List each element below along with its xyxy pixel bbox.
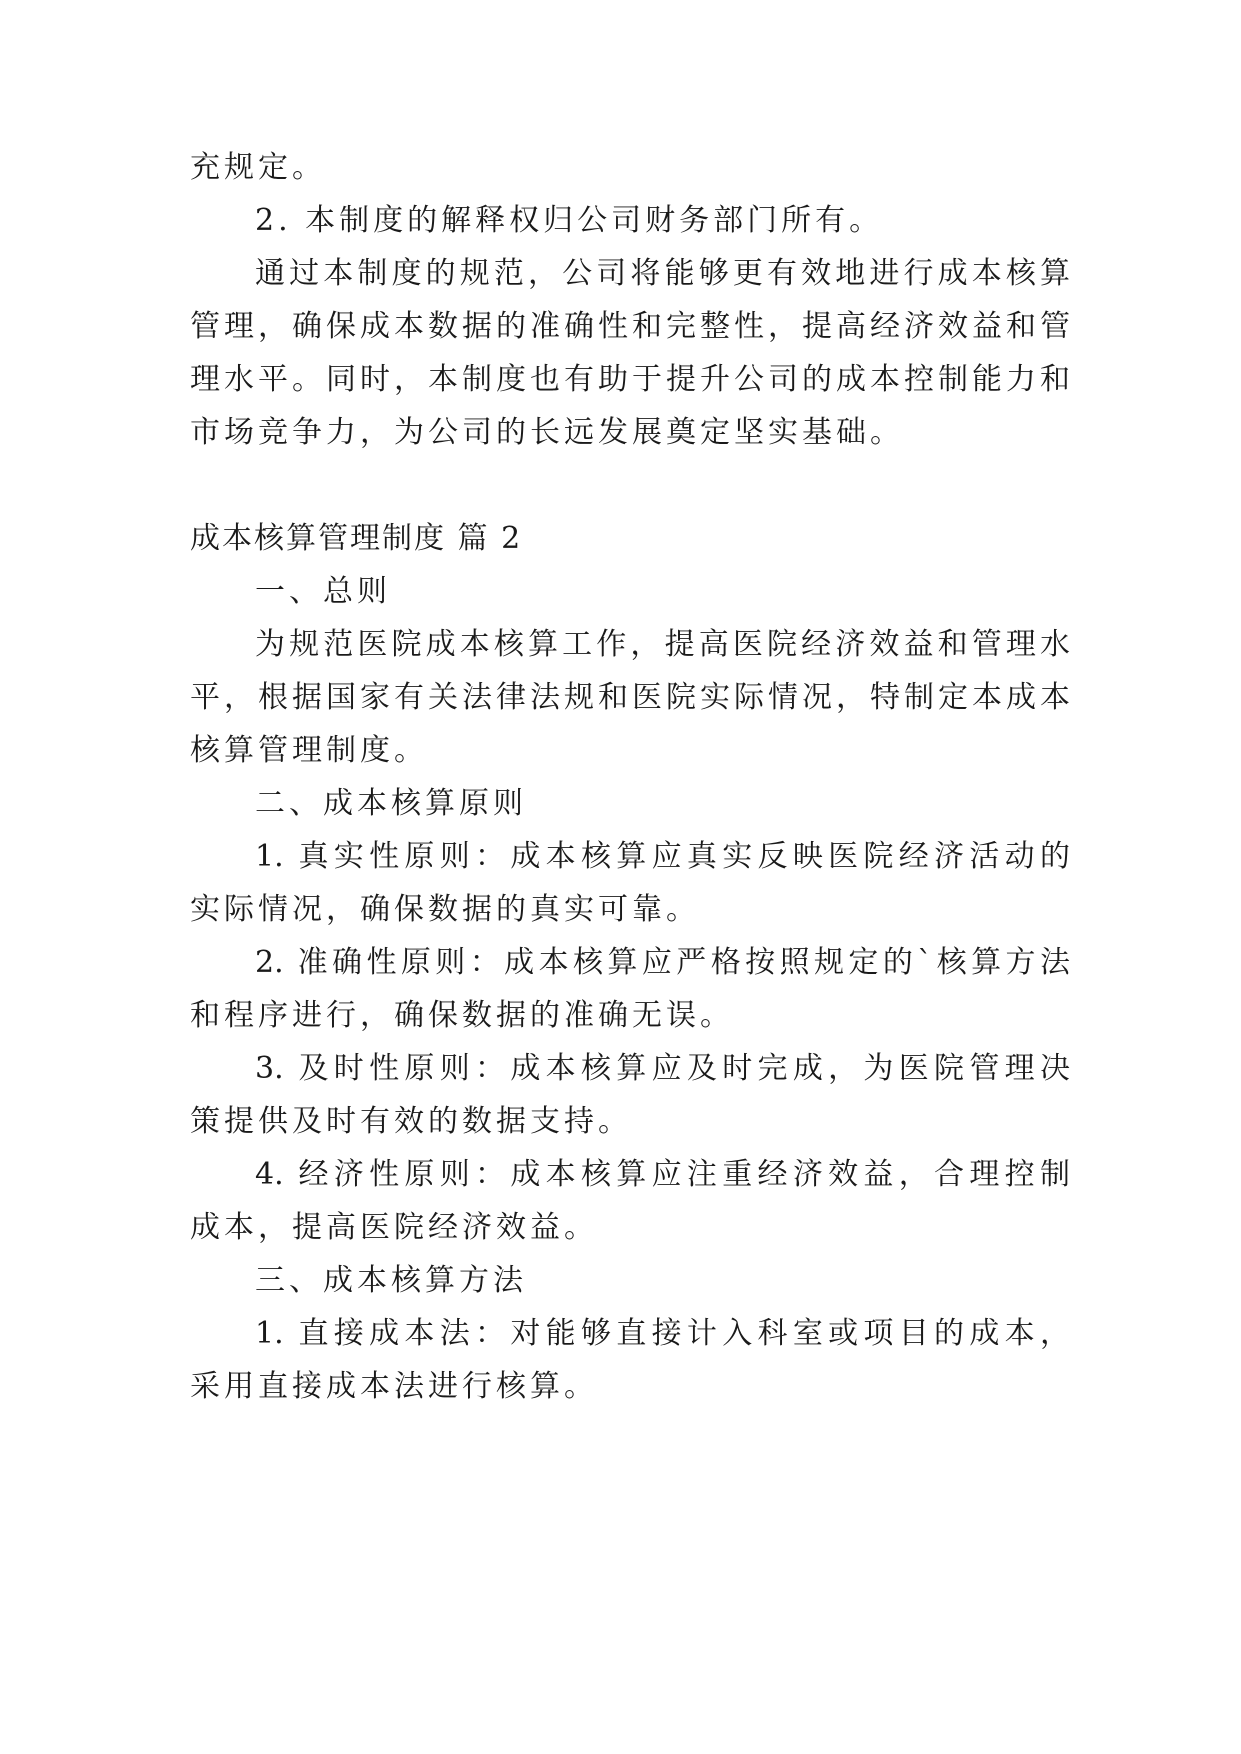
paragraph-line: 和程序进行，确保数据的准确无误。 xyxy=(190,998,734,1033)
heading-methods: 三、成本核算方法 xyxy=(255,1263,527,1298)
heading-principles: 二、成本核算原则 xyxy=(255,786,527,821)
list-item: 3. 及时性原则：成本核算应及时完成，为医院管理决 xyxy=(255,1051,1070,1086)
paragraph-line: 市场竞争力，为公司的长远发展奠定坚实基础。 xyxy=(190,415,904,450)
paragraph-line: 平，根据国家有关法律法规和医院实际情况，特制定本成本 xyxy=(190,680,1070,715)
paragraph-line: 充规定。 xyxy=(190,150,326,185)
list-item: 2. 本制度的解释权归公司财务部门所有。 xyxy=(255,203,884,238)
paragraph-line: 成本，提高医院经济效益。 xyxy=(190,1210,598,1245)
paragraph-line: 采用直接成本法进行核算。 xyxy=(190,1369,598,1404)
list-item: 2. 准确性原则：成本核算应严格按照规定的`核算方法 xyxy=(255,945,1070,980)
list-item: 4. 经济性原则：成本核算应注重经济效益，合理控制 xyxy=(255,1157,1070,1192)
paragraph-line: 管理，确保成本数据的准确性和完整性，提高经济效益和管 xyxy=(190,309,1070,344)
paragraph-line: 策提供及时有效的数据支持。 xyxy=(190,1104,632,1139)
paragraph-line: 通过本制度的规范，公司将能够更有效地进行成本核算 xyxy=(255,256,1070,291)
paragraph-line: 理水平。同时，本制度也有助于提升公司的成本控制能力和 xyxy=(190,362,1070,397)
list-item: 1. 真实性原则：成本核算应真实反映医院经济活动的 xyxy=(255,839,1070,874)
paragraph-line: 核算管理制度。 xyxy=(190,733,428,768)
list-item: 1. 直接成本法：对能够直接计入科室或项目的成本， xyxy=(255,1316,1070,1351)
paragraph-line: 为规范医院成本核算工作，提高医院经济效益和管理水 xyxy=(255,627,1070,662)
section-title: 成本核算管理制度 篇 2 xyxy=(190,521,523,556)
paragraph-line: 实际情况，确保数据的真实可靠。 xyxy=(190,892,700,927)
heading-general: 一、总则 xyxy=(255,574,391,609)
